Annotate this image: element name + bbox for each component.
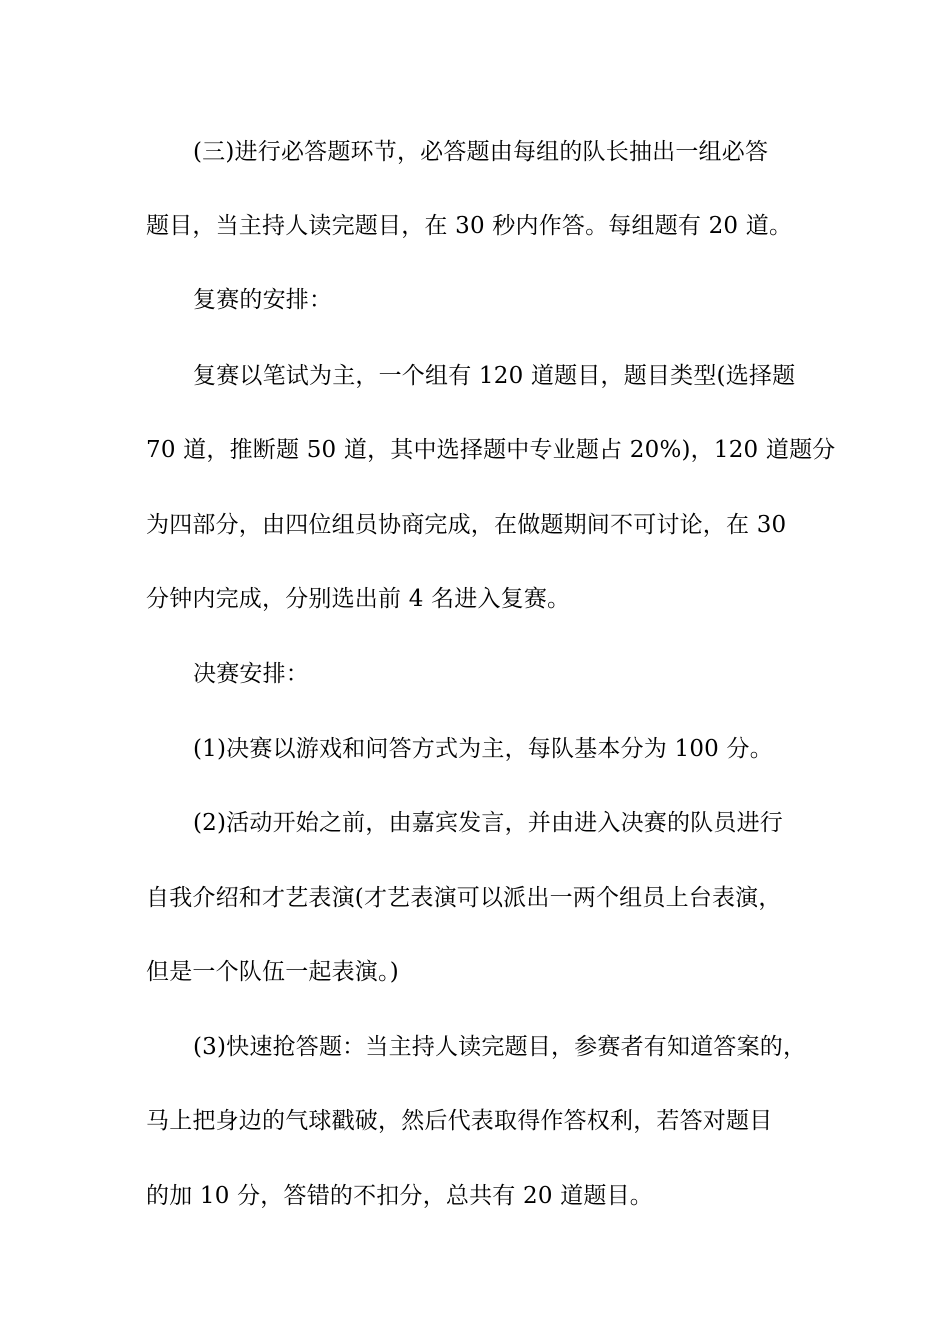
paragraph-line: 题目，当主持人读完题目，在 30 秒内作答。每组题有 20 道。 <box>146 213 793 239</box>
paragraph-line: (2)活动开始之前，由嘉宾发言，并由进入决赛的队员进行 <box>193 810 783 836</box>
paragraph-line: 分钟内完成，分别选出前 4 名进入复赛。 <box>146 586 571 612</box>
section-heading: 决赛安排： <box>193 661 309 687</box>
paragraph-line: 但是一个队伍一起表演。) <box>146 959 399 985</box>
paragraph-line: 自我介绍和才艺表演(才艺表演可以派出一两个组员上台表演， <box>146 885 782 911</box>
paragraph-line: 复赛以笔试为主，一个组有 120 道题目，题目类型(选择题 <box>193 363 796 389</box>
section-heading: 复赛的安排： <box>193 287 333 313</box>
paragraph-line: 70 道，推断题 50 道，其中选择题中专业题占 20%)，120 道题分 <box>146 437 836 463</box>
paragraph-line: 为四部分，由四位组员协商完成，在做题期间不可讨论，在 30 <box>146 512 787 538</box>
paragraph-line: (3)快速抢答题：当主持人读完题目，参赛者有知道答案的， <box>193 1034 807 1060</box>
paragraph-line: (1)决赛以游戏和问答方式为主，每队基本分为 100 分。 <box>193 736 773 762</box>
paragraph-line: 马上把身边的气球戳破，然后代表取得作答权利，若答对题目 <box>146 1108 773 1134</box>
paragraph-line: 的加 10 分，答错的不扣分，总共有 20 道题目。 <box>146 1183 653 1209</box>
paragraph-line: (三)进行必答题环节，必答题由每组的队长抽出一组必答 <box>193 139 769 165</box>
